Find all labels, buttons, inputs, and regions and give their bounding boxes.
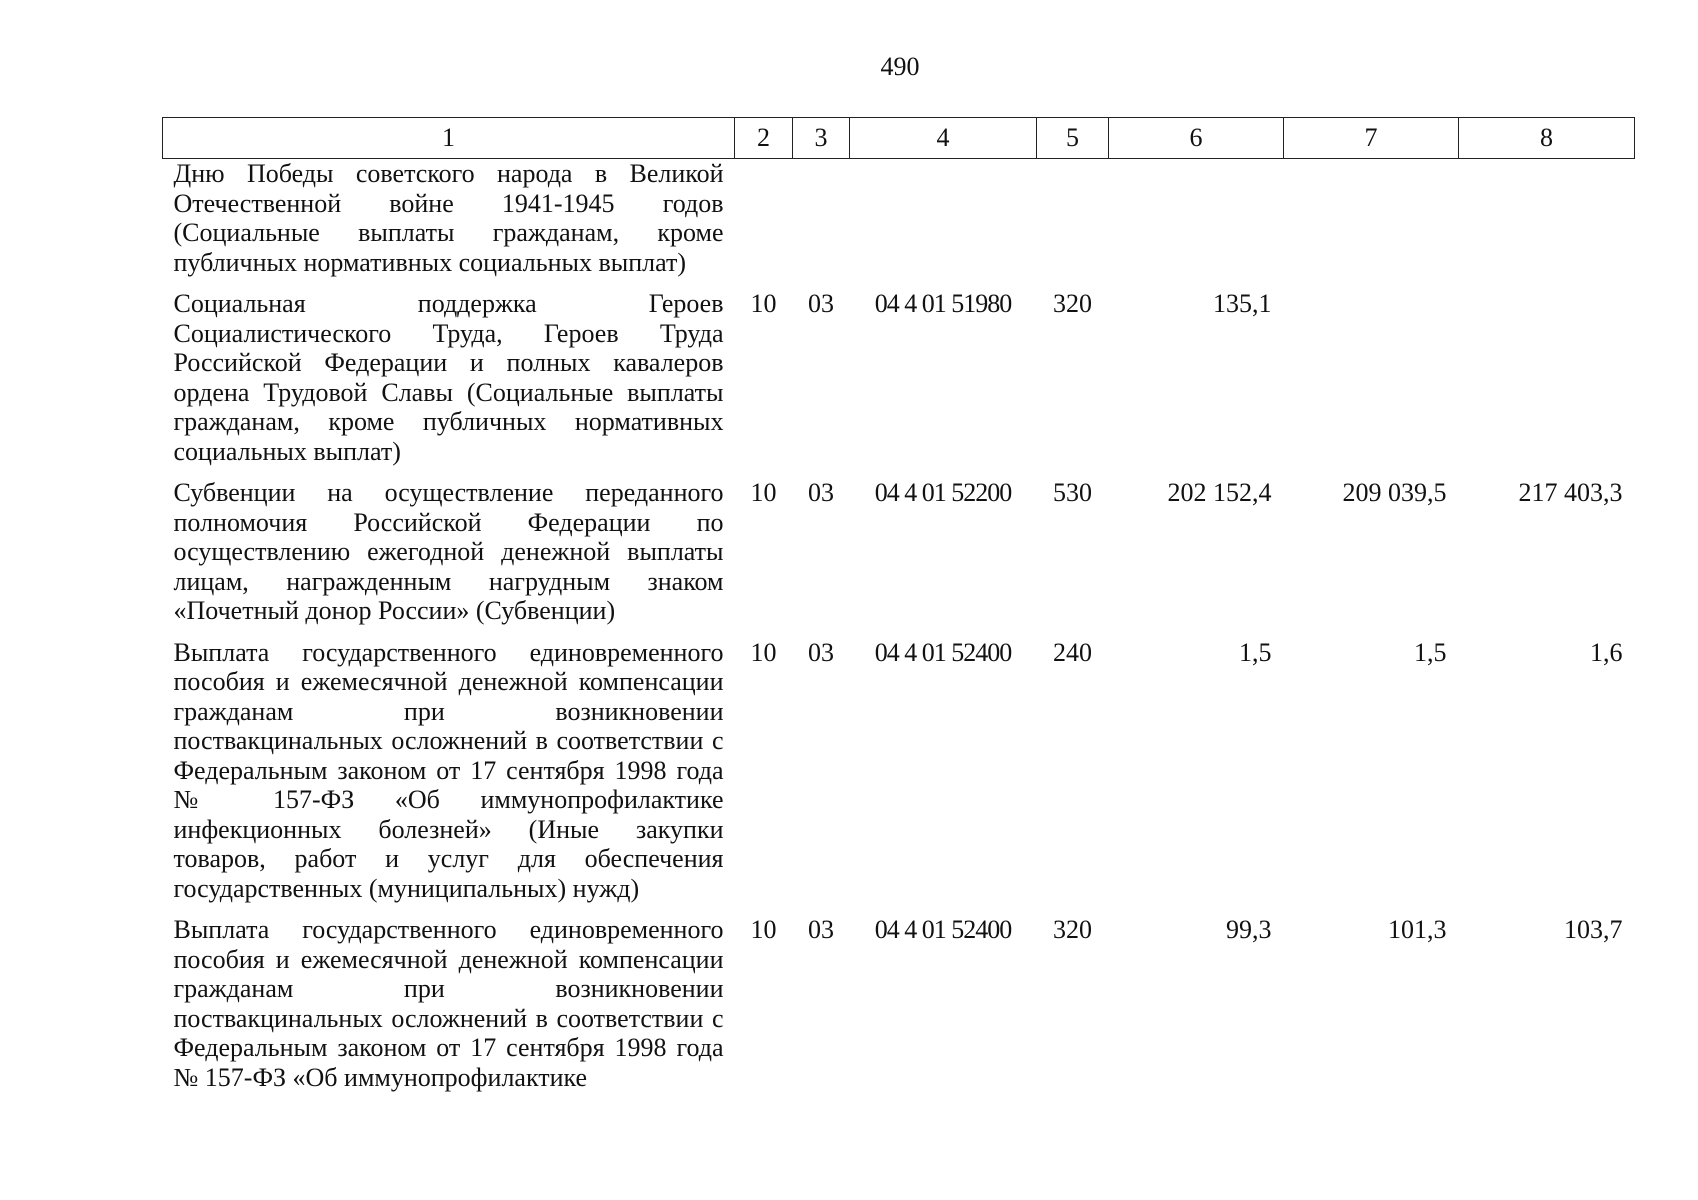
column-header: 8 (1459, 118, 1635, 159)
row-target-article: 04 4 01 52400 (874, 637, 1012, 667)
row-amount-1: 1,5 (1239, 637, 1272, 667)
row-amount-1: 135,1 (1213, 289, 1272, 318)
column-header: 2 (735, 118, 793, 159)
row-amount-1: 99,3 (1226, 915, 1272, 944)
row-target-article (850, 159, 1037, 290)
row-amount-2 (1284, 159, 1459, 290)
column-header: 7 (1284, 118, 1459, 159)
row-amount-2 (1284, 289, 1459, 478)
row-subsection: 03 (808, 289, 834, 318)
row-amount-2: 209 039,5 (1342, 478, 1447, 507)
row-amount-3: 217 403,3 (1518, 478, 1623, 507)
table-row (163, 478, 1635, 638)
row-amount-1 (1109, 159, 1284, 290)
row-expense-type: 530 (1053, 478, 1092, 507)
column-number-header-row (163, 118, 1635, 159)
row-expense-type (1037, 159, 1109, 290)
table-row (163, 159, 1635, 290)
row-amount-3 (1459, 289, 1635, 478)
row-amount-2: 101,3 (1388, 915, 1447, 944)
row-amount-1: 202 152,4 (1167, 478, 1272, 507)
budget-table (162, 117, 1635, 1104)
row-expense-type: 320 (1053, 915, 1092, 944)
table-row (163, 289, 1635, 478)
row-subsection: 03 (808, 915, 834, 944)
row-subsection: 03 (808, 478, 834, 507)
row-description: Дню Победы советского народа в Великой Отечественной войне 1941-1945 годов (Социальные выплаты гражданам, кроме публичных нормативных социальных выплат) (173, 159, 724, 277)
table-row (163, 638, 1635, 916)
row-section: 10 (750, 915, 777, 944)
column-header: 1 (163, 118, 735, 159)
column-header: 3 (793, 118, 850, 159)
row-expense-type: 240 (1053, 637, 1092, 667)
row-target-article: 04 4 01 51980 (874, 289, 1012, 318)
row-amount-3: 103,7 (1564, 915, 1623, 944)
row-section: 10 (750, 478, 777, 507)
row-subsection (793, 159, 850, 290)
page-number: 490 (880, 52, 920, 81)
column-header: 5 (1037, 118, 1109, 159)
row-description: Социальная поддержка Героев Социалистического Труда, Героев Труда Российской Федерации и полных кавалеров ордена Трудовой Славы (Социальные выплаты гражданам, кроме публичных нормативных социальных выплат) (173, 289, 724, 466)
column-header: 4 (850, 118, 1037, 159)
row-amount-2: 1,5 (1414, 637, 1447, 667)
column-header: 6 (1109, 118, 1284, 159)
row-target-article: 04 4 01 52400 (874, 915, 1012, 944)
row-section: 10 (750, 289, 777, 318)
row-expense-type: 320 (1053, 289, 1092, 318)
table-row (163, 915, 1635, 1104)
row-description: Выплата государственного единовременного пособия и ежемесячной денежной компенсации гражданам при возникновении поствакцинальных осложнений в соответствии с Федеральным законом от 17 сентября 1998 года № 157-ФЗ «Об иммунопрофилактике инфекционных болезней» (Иные закупки товаров, работ и услуг для обеспечения государственных (муниципальных) нужд) (173, 637, 724, 903)
row-amount-3 (1459, 159, 1635, 290)
row-section: 10 (750, 637, 777, 667)
row-description: Субвенции на осуществление переданного полномочия Российской Федерации по осуществлению ежегодной денежной выплаты лицам, награжденным нагрудным знаком «Почетный донор России» (Субвенции) (173, 478, 724, 625)
row-subsection: 03 (808, 637, 834, 667)
row-target-article: 04 4 01 52200 (874, 478, 1012, 507)
row-section (735, 159, 793, 290)
row-description: Выплата государственного единовременного пособия и ежемесячной денежной компенсации гражданам при возникновении поствакцинальных осложнений в соответствии с Федеральным законом от 17 сентября 1998 года № 157-ФЗ «Об иммунопрофилактике (173, 915, 724, 1092)
row-amount-3: 1,6 (1590, 637, 1623, 667)
